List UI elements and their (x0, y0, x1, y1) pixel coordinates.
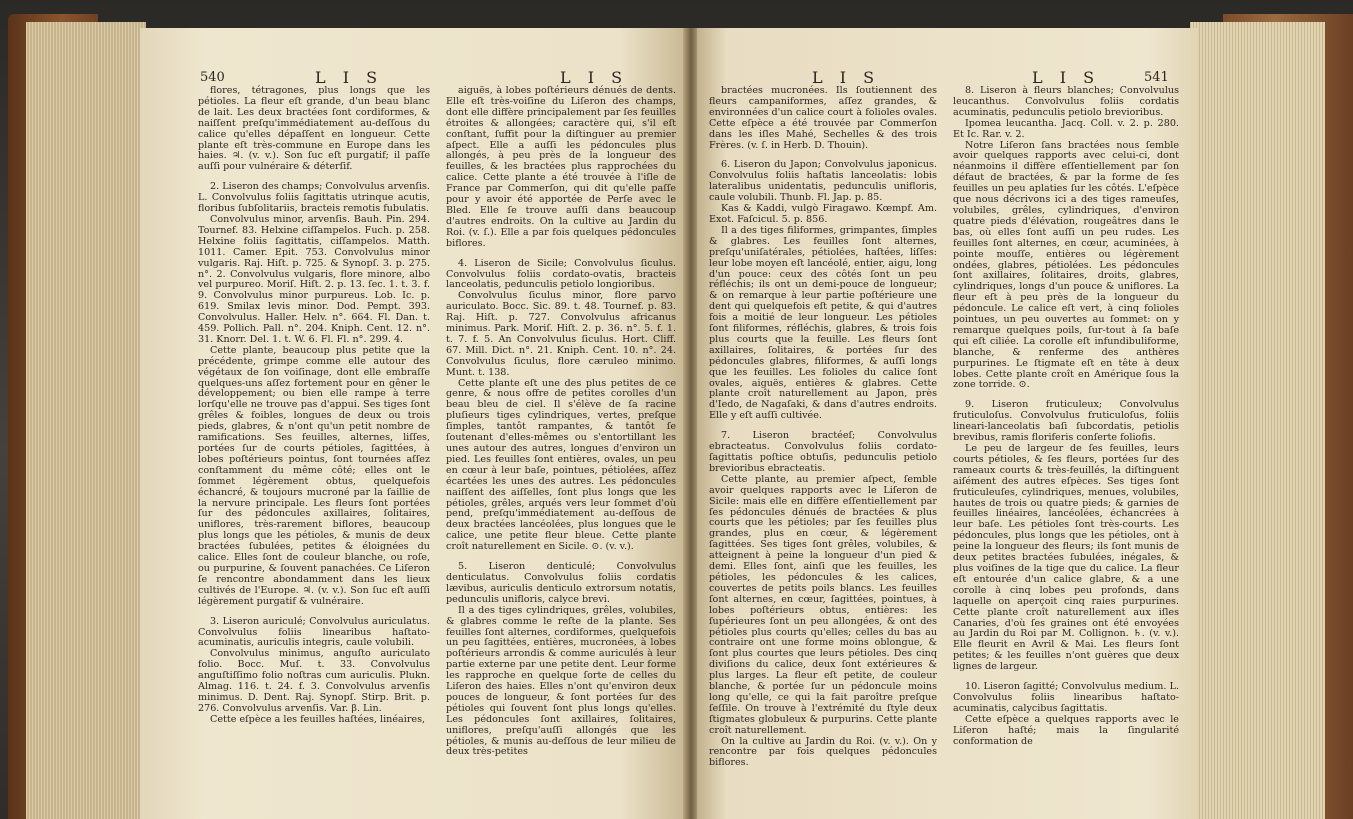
left-page-column-2 (446, 86, 676, 758)
paragraph: Il a des tiges cylindriques, grêles, volubiles, & glabres comme le reſte de la plante. Ses feuilles ſont alternes, cordiformes, quelquefois un peu ſagittées, entières, mucronées, à lobes poſtérieurs arrondis & comme auriculés à leur partie externe par une petite dent. Leur forme les rapproche en quelque ſorte de celles du Liſeron des haies. Elles n'ont qu'environ deux pouces de longueur, & ſont portées ſur des pétioles qui ſouvent ſont plus longs qu'elles. Les pédoncules ſont axillaires, ſolitaires, uniflores, preſqu'auſſi allongés que les pétioles, & munis au-deſſous de leur milieu de deux très-petites (446, 604, 676, 758)
species-entry: 7. Liseron bractéeſ; Convolvulus ebracteatus. Convolvulus foliis cordato-ſagittatis poſtice obtuſis, pedunculis petiolo brevioribus ebracteatis. (709, 430, 937, 474)
left-page-column-1 (198, 86, 430, 726)
synonymy: Ipomea leucantha. Jacq. Coll. v. 2. p. 280. Et Ic. Rar. v. 2. (953, 117, 1179, 140)
synonymy: Convolvulus minimus, anguſto auriculato folio. Bocc. Muſ. t. 33. Convolvulus anguſtiſſimo folio noſtras cum auriculis. Plukn. Almag. 116. t. 24. f. 3. Convolvulus arvenſis minimus. D. Dent. Raj. Synopſ. Stirp. Brit. p. 276. Convolvulus arvenſis. Var. β. Lin. (198, 648, 430, 714)
page-number-right: 541 (1144, 70, 1169, 85)
species-entry: 10. Liseron ſagitté; Convolvulus medium. L. Convolvulus foliis linearibus haſtato-acuminatis, calycibus ſagittatis. (953, 681, 1179, 714)
page-edges-right (1190, 22, 1325, 819)
paragraph: Il a des tiges filiformes, grimpantes, ſimples & glabres. Les feuilles ſont alternes, preſqu'uniſatérales, pétiolées, haſtées, liſſes: leur lobe moyen eſt lancéolé, entier, aigu, long d'un pouce: ceux des côtés ſont un peu réfléchis; ils ont un demi-pouce de longueur; & on remarque à leur partie poſtérieure une dent qui quelquefois eſt petite, & qui d'autres fois a moitié de leur longueur. Les pétioles ſont filiformes, réfléchis, glabres, & trois fois plus courts que la feuille. Les fleurs ſont axillaires, ſolitaires, & portées ſur des pédoncules glabres, filiformes, & auſſi longs que les feuilles. Les folioles du calice ſont ovales, aiguës, entières & glabres. Cette plante croît naturellement au Japon, près d'Iedo, de Nagaſaki, & dans d'autres endroits. Elle y eſt auſſi cultivée. (709, 224, 937, 422)
right-page-column-2 (953, 86, 1179, 747)
paragraph: On la cultive au Jardin du Roi. (v. v.). On y rencontre par fois quelques pédoncules biflores. (709, 735, 937, 769)
paragraph: bractées mucronées. Ils ſoutiennent des fleurs campaniformes, aſſez grandes, & environnées d'un calice court à folioles ovales. Cette eſpèce a été trouvée par Commerſon dans les iſles Mahé, Sechelles & des trois Frères. (v. ſ. in Herb. D. Thouin). (709, 85, 937, 151)
paragraph: aiguës, à lobes poſtérieurs dénués de dents. Elle eſt très-voiſine du Liſeron des champs, dont elle diffère principalement par ſes feuilles étroites & allongées; caractère qui, s'il eſt conſtant, ſuffit pour la diſtinguer au premier aſpect. Elle a auſſi les pédoncules plus allongés, à peu près de la longueur des feuilles, & les bractées plus rapprochées du calice. Cette plante a été trouvée à l'iſle de France par Commerſon, qui dit qu'elle paſſe pour y avoir été apportée de Perſe avec le Bled. Elle ſe trouve auſſi dans beaucoup d'autres endroits. On la cultive au Jardin du Roi. (v. ſ.). Elle a par fois quelques pédoncules biflores. (446, 85, 676, 249)
running-header-left-col2: L I S (560, 68, 629, 87)
species-entry: 4. Liseron de Sicile; Convolvulus ſiculus. Convolvulus foliis cordato-ovatis, bracteis lanceolatis, pedunculis petiolo longioribus. (446, 257, 676, 291)
species-entry: 2. Liseron des champs; Convolvulus arvenſis. L. Convolvulus foliis ſagittatis utrinque acutis, floribus ſubſolitariis, bracteis remotis fubulatis. (198, 181, 430, 215)
paragraph: Cette eſpèce a les feuilles haſtées, linéaires, (210, 713, 426, 725)
paragraph: Notre Liſeron ſans bractées nous ſemble avoir quelques rapports avec celui-ci, dont néanmoins il diffère eſſentiellement par ſon défaut de bractées, & par la forme de ſes feuilles un peu aplaties ſur les côtés. L'eſpèce que nous décrivons ici a des tiges rameuſes, volubiles, grêles, cylindriques, d'environ quatre pieds d'élévation, rougeâtres dans le bas, où elles ſont auſſi un peu rudes. Les feuilles ſont alternes, en cœur, acuminées, à pointe mouſſe, entières ou légèrement ondées, glabres, pétiolées. Les pédoncules ſont axillaires, ſolitaires, droits, glabres, cylindriques, longs d'un pouce & uniflores. La fleur eſt à peu près de la longueur du pédoncule. Le calice eſt vert, à cinq folioles pointues, un peu ouvertes au ſommet: on y remarque quelques poils, ſur-tout à ſa baſe qui eſt ciliée. La corolle eſt infundibuliforme, blanche, & renferme des anthères purpurines. Le ſtigmate eſt en tête à deux lobes. Cette plante croît en Amérique ſous la zone torride. ⊙. (953, 139, 1179, 391)
species-entry: 6. Liseron du Japon; Convolvulus japonicus. Convolvulus foliis haſtatis lanceolatis: lobis lateralibus unidentatis, pedunculis unifloris, caule volubili. Thunb. Fl. Jap. p. 85. (709, 159, 937, 204)
synonymy: Convolvulus ſiculus minor, flore parvo auriculato. Bocc. Sic. 89. t. 48. Tournef. p. 83. Raj. Hiſt. p. 727. Convolvulus africanus minimus. Park. Moriſ. Hiſt. 2. p. 36. n°. 5. f. 1. t. 7. f. 5. An Convolvulus ſiculus. Hort. Cliff. 67. Mill. Dict. n°. 21. Kniph. Cent. 10. n°. 24. Convolvulus ſiculus, flore cæruleo minimo. Munt. t. 138. (446, 290, 676, 378)
right-page (697, 28, 1197, 819)
paragraph: Cette plante, au premier aſpect, ſemble avoir quelques rapports avec le Liſeron de Sicile: mais elle en diffère eſſentiellement par ſes pédoncules dénués de bractées & plus courts que les pétioles; par ſes feuilles plus grandes, plus en cœur, & légèrement ſagittées. Ses tiges ſont grêles, volubiles, & atteignent à peine la longueur d'un pied & demi. Elles ſont, ainſi que les feuilles, les pétioles, les pédoncules & les calices, couvertes de petits poils blancs. Les feuilles ſont alternes, en cœur, ſagittées, pointues, à lobes poſtérieurs obtus, entières: les ſupérieures ſont un peu allongées, & ont des pétioles plus courts qu'elles; celles du bas au contraire ont une forme moins oblongue, & ſont plus courtes que leurs pétioles. Des cinq diviſions du calice, deux ſont extérieures & plus larges. La fleur eſt petite, de couleur blanche, & portée ſur un pédoncule moins long qu'elle, ce qui la fait paroître preſque ſeſſile. On trouve à l'extrémité du ſtyle deux ſtigmates globuleux & purpurins. Cette plante croît naturellement. (709, 473, 937, 736)
species-entry: 3. Liseron auriculé; Convolvulus auriculatus. Convolvulus foliis linearibus haſtato-acuminatis, auriculis integris, caule volubili. (198, 615, 430, 649)
right-page-column-1 (709, 86, 937, 769)
left-page (140, 28, 685, 819)
species-entry: 8. Liseron à fleurs blanches; Convolvulus leucanthus. Convolvulus foliis cordatis acuminatis, pedunculis petiolo brevioribus. (953, 85, 1179, 118)
species-entry: 5. Liseron denticulé; Convolvulus denticulatus. Convolvulus foliis cordatis lævibus, auriculis denticulo extrorsum notatis, pedunculis unifloris, calyce brevi. (446, 561, 676, 605)
species-entry: 9. Liseron fruticuleux; Convolvulus fruticuloſus. Convolvulus fruticuloſus, foliis lineari-lanceolatis baſi ſubcordatis, petiolis brevibus, ramis floriferis conſerte foliofis. (953, 399, 1179, 444)
running-header-right-col1: L I S (812, 68, 881, 87)
running-header-left-col1: L I S (315, 68, 384, 87)
paragraph: flores, tétragones, plus longs que les pétioles. La fleur eſt grande, d'un beau blanc de lait. Les deux bractées ſont cordiformes, & naiſſent preſqu'immédiatement au-deſſous du calice qu'elles dépaſſent en longueur. Cette plante eſt très-commune en Europe dans les haies. ♃. (v. v.). Son ſuc eſt purgatif; il paſſe auſſi pour vulnéraire & déterſif. (198, 85, 430, 173)
paragraph: Cette plante, beaucoup plus petite que la précédente, grimpe comme elle autour des végétaux de ſon voiſinage, dont elle embraſſe quelques-uns aſſez fortement pour en gêner le développement; ou bien elle rampe à terre lorſqu'elle ne trouve pas d'appui. Ses tiges ſont grêles & foibles, longues de deux ou trois pieds, glabres, & n'ont qu'un petit nombre de ramifications. Ses feuilles, alternes, liſſes, portées ſur de courts pétioles, ſagittées, à lobes poſtérieurs pointus, ſont tournées aſſez conſtamment du même côté; elles ont le ſommet légèrement obtus, quelquefois échancré, & toujours mucroné par la ſaillie de la nervure principale. Les fleurs ſont portées ſur des pédoncules axillaires, ſolitaires, uniflores, très-rarement biflores, beaucoup plus longs que les pétioles, & munis de deux bractées ſubulées, petites & éloignées du calice. Elles ſont de couleur blanche, ou roſe, ou purpurine, & ſouvent panachées. Ce Liſeron ſe rencontre abondamment dans les lieux cultivés de l'Europe. ♃. (v. v.). Son ſuc eſt auſſi légèrement purgatif & vulnéraire. (198, 344, 430, 607)
paragraph: Le peu de largeur de ſes feuilles, leurs courts pétioles, & ſes fleurs, portées ſur des rameaux courts & très-feuillés, la diſtinguent aiſément des autres eſpèces. Ses tiges ſont fruticuleuſes, cylindriques, menues, volubiles, hautes de trois ou quatre pieds; & garnies de feuilles linéaires, lancéolées, échancrées à leur baſe. Les pétioles ſont très-courts. Les pédoncules, plus longs que les pétioles, ont à peine la longueur des fleurs; ils ſont munis de deux petites bractées ſubulées, inégales, & plus voiſines de la tige que du calice. La fleur eſt entourée d'un calice glabre, & a une corolle à cinq lobes peu profonds, dans laquelle on aperçoit cinq raies purpurines. Cette plante croît naturellement aux iſles Canaries, d'où ſes graines ont été envoyées au Jardin du Roi par M. Collignon. ♄. (v. v.). Elle fleurit en Avril & Mai. Les fleurs ſont petites; & les feuilles n'ont guères que deux lignes de largeur. (953, 443, 1179, 673)
running-header-right-col2: L I S (1032, 68, 1101, 87)
synonymy: Kas & Kaddi, vulgò Firagawo. Kœmpf. Am. Exot. Faſcicul. 5. p. 856. (709, 203, 937, 225)
page-number-left: 540 (200, 70, 225, 85)
paragraph: Cette eſpèce a quelques rapports avec le Liſeron haſté; mais la ſingularité conformation de (953, 713, 1179, 747)
paragraph: Cette plante eſt une des plus petites de ce genre, & nous offre de petites corolles d'un beau bleu de ciel. Il s'élève de ſa racine pluſieurs tiges cylindriques, vertes, preſque ſimples, tantôt rampantes, & tantôt ſe ſoutenant d'elles-mêmes ou s'entortillant les unes autour des autres, longues d'environ un pied. Les feuilles ſont entières, ovales, un peu en cœur à leur baſe, pointues, pétiolées, aſſez écartées les unes des autres. Les pédoncules naiſſent des aiſſelles, ſont plus longs que les pétioles, grêles, arqués vers leur ſommet d'où pend, preſqu'immédiatement au-deſſous de deux bractées lancéolées, plus longues que le calice, une petite fleur bleue. Cette plante croît naturellement en Sicile. ⊙. (v. v.). (446, 377, 676, 553)
page-edges-left (26, 22, 146, 819)
synonymy: Convolvulus minor, arvenſis. Bauh. Pin. 294. Tournef. 83. Helxine ciſſampelos. Fuch. p. 258. Helxine foliis ſagittatis, ciſſampelos. Matth. 1011. Camer. Epit. 753. Convolvulus minor vulgaris. Raj. Hiſt. p. 725. & Synopſ. 3. p. 275. n°. 2. Convolvulus vulgaris, flore minore, albo vel purpureo. Moriſ. Hiſt. 2. p. 13. ſec. 1. t. 3. f. 9. Convolvulus minor purpureus. Lob. Ic. p. 619. Smilax levis minor. Dod. Pempt. 393. Convolvulus. Haller. Helv. n°. 664. Fl. Dan. t. 459. Pollich. Pall. n°. 204. Kniph. Cent. 12. n°. 31. Knorr. Del. 1. t. W. 6. Fl. Fl. n°. 299. 4. (198, 213, 430, 345)
